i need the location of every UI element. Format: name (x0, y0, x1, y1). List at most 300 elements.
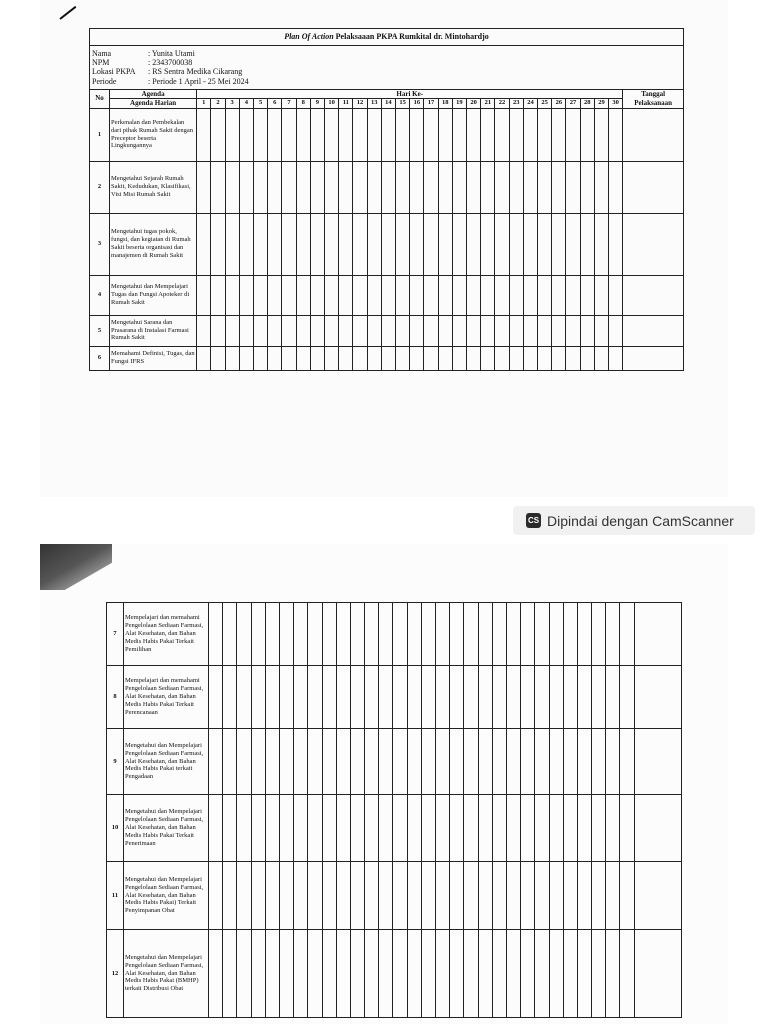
row-number: 4 (90, 275, 110, 315)
day-cell (253, 315, 267, 346)
day-cell (609, 108, 623, 161)
day-cell (436, 729, 450, 795)
day-cell (450, 862, 464, 930)
day-cell (606, 795, 620, 862)
day-cell (509, 108, 523, 161)
day-cell (353, 315, 367, 346)
day-cell (577, 666, 591, 729)
day-cell (521, 862, 535, 930)
tanggal-cell (623, 161, 684, 213)
day-cell (265, 666, 279, 729)
day-cell (566, 315, 580, 346)
day-cell (566, 161, 580, 213)
day-cell (421, 862, 435, 930)
day-cell (350, 862, 364, 930)
day-cell (580, 108, 594, 161)
day-cell (396, 346, 410, 370)
tanggal-cell (634, 795, 681, 862)
day-cell (251, 795, 265, 862)
day-cell (379, 795, 393, 862)
day-cell (381, 108, 395, 161)
day-cell (481, 346, 495, 370)
day-cell (538, 315, 552, 346)
day-cell (563, 729, 577, 795)
info-value-nama: : Yunita Utami (148, 49, 195, 58)
day-cell (538, 108, 552, 161)
day-header-7: 7 (282, 99, 296, 108)
agenda-row (90, 346, 684, 370)
day-cell (211, 161, 225, 213)
day-cell (467, 108, 481, 161)
day-cell (396, 108, 410, 161)
plan-of-action-table (89, 28, 684, 371)
day-cell (424, 108, 438, 161)
day-cell (438, 346, 452, 370)
day-header-10: 10 (325, 99, 339, 108)
row-number: 5 (90, 315, 110, 346)
day-cell (523, 161, 537, 213)
day-cell (464, 795, 478, 862)
day-cell (197, 108, 211, 161)
info-value-periode: : Periode 1 April - 25 Mei 2024 (148, 76, 249, 86)
day-cell (407, 729, 421, 795)
row-number: 8 (107, 666, 124, 729)
day-header-11: 11 (339, 99, 353, 108)
camscanner-label: Dipindai dengan CamScanner (547, 512, 734, 529)
day-cell (438, 108, 452, 161)
day-cell (481, 213, 495, 275)
day-cell (552, 315, 566, 346)
day-cell (197, 346, 211, 370)
day-cell (410, 275, 424, 315)
day-cell (365, 729, 379, 795)
title-italic: Plan Of Action (284, 32, 334, 42)
day-cell (381, 315, 395, 346)
tanggal-cell (623, 315, 684, 346)
day-cell (549, 666, 563, 729)
day-cell (620, 729, 634, 795)
day-header-13: 13 (367, 99, 381, 108)
day-cell (580, 213, 594, 275)
tanggal-cell (634, 930, 681, 1018)
day-cell (336, 795, 350, 862)
agenda-row (90, 213, 684, 275)
day-cell (381, 161, 395, 213)
day-cell (308, 795, 322, 862)
day-cell (478, 729, 492, 795)
day-cell (339, 315, 353, 346)
day-cell (492, 666, 506, 729)
day-cell (296, 161, 310, 213)
day-cell (225, 275, 239, 315)
day-cell (492, 603, 506, 666)
day-cell (237, 729, 251, 795)
day-cell (336, 666, 350, 729)
day-cell (239, 346, 253, 370)
day-cell (506, 666, 520, 729)
day-cell (268, 315, 282, 346)
day-cell (325, 275, 339, 315)
day-cell (563, 795, 577, 862)
day-cell (294, 795, 308, 862)
day-cell (606, 930, 620, 1018)
row-number: 2 (90, 161, 110, 213)
day-cell (620, 666, 634, 729)
day-cell (223, 666, 237, 729)
day-cell (577, 729, 591, 795)
day-cell (209, 930, 223, 1018)
tanggal-cell (623, 213, 684, 275)
day-cell (495, 108, 509, 161)
day-cell (282, 275, 296, 315)
day-cell (450, 795, 464, 862)
tanggal-cell (634, 666, 681, 729)
day-cell (282, 315, 296, 346)
row-number: 7 (107, 603, 124, 666)
day-header-28: 28 (580, 99, 594, 108)
day-cell (350, 603, 364, 666)
day-header-19: 19 (452, 99, 466, 108)
day-cell (566, 275, 580, 315)
day-cell (197, 213, 211, 275)
day-cell (535, 862, 549, 930)
day-header-16: 16 (410, 99, 424, 108)
day-cell (322, 603, 336, 666)
agenda-harian-text: Perkenalan dan Pembekalan dari pihak Rumah Sakit dengan Preceptor beserta Lingkungannya (110, 108, 197, 161)
day-cell (495, 315, 509, 346)
day-cell (365, 795, 379, 862)
day-cell (223, 930, 237, 1018)
day-cell (379, 603, 393, 666)
day-cell (464, 603, 478, 666)
day-cell (495, 213, 509, 275)
header-agenda-harian: Agenda Harian (110, 99, 197, 108)
day-cell (237, 603, 251, 666)
day-cell (294, 930, 308, 1018)
day-cell (566, 213, 580, 275)
agenda-row (107, 603, 682, 666)
day-cell (592, 603, 606, 666)
day-cell (424, 161, 438, 213)
camscanner-watermark (513, 506, 755, 535)
day-cell (421, 666, 435, 729)
day-cell (325, 108, 339, 161)
info-label-periode: Periode (92, 76, 117, 86)
day-header-24: 24 (523, 99, 537, 108)
day-header-4: 4 (239, 99, 253, 108)
day-cell (209, 729, 223, 795)
day-cell (282, 213, 296, 275)
day-cell (322, 930, 336, 1018)
day-cell (279, 666, 293, 729)
day-cell (197, 161, 211, 213)
day-cell (325, 346, 339, 370)
day-cell (223, 862, 237, 930)
day-cell (239, 161, 253, 213)
day-cell (467, 213, 481, 275)
day-cell (509, 213, 523, 275)
agenda-row (90, 275, 684, 315)
agenda-harian-text: Mengetahui tugas pokok, fungsi, dan kegiatan di Rumah Sakit beserta organisasi dan manajemen di Rumah Sakit (110, 213, 197, 275)
day-cell (239, 108, 253, 161)
agenda-harian-text: Mengetahui dan Mempelajari Pengelolaan Sediaan Farmasi, Alat Kesehatan, dan Bahan Medis Habis Pakai terkait Pengadaan (124, 729, 209, 795)
agenda-harian-text: Mengetahui Sejarah Rumah Sakit, Kedudukan, Klasifikasi, Visi Misi Rumah Sakit (110, 161, 197, 213)
day-cell (566, 346, 580, 370)
day-cell (620, 795, 634, 862)
day-cell (549, 930, 563, 1018)
day-cell (424, 346, 438, 370)
day-cell (478, 930, 492, 1018)
agenda-harian-text: Mengetahui dan Mempelajari Pengelolaan Sediaan Farmasi, Alat Kesehatan, dan Bahan Medis Habis Pakai) Terkait Penyimpanan Obat (124, 862, 209, 930)
agenda-harian-text: Mengetahui dan Mempelajari Pengelolaan Sediaan Farmasi, Alat Kesehatan, dan Bahan Medis Habis Pakai Terkait Penerimaan (124, 795, 209, 862)
day-cell (353, 346, 367, 370)
header-hari-ke: Hari Ke- (197, 89, 623, 98)
camscanner-logo-icon: CS (526, 513, 541, 528)
agenda-harian-text: Mempelajari dan memahami Pengelolaan Sediaan Farmasi, Alat Kesehatan, dan Bahan Medis Habis Pakai Terkait Perencanaan (124, 666, 209, 729)
day-cell (393, 795, 407, 862)
day-cell (365, 666, 379, 729)
day-cell (223, 603, 237, 666)
day-cell (478, 862, 492, 930)
day-cell (336, 862, 350, 930)
day-cell (577, 795, 591, 862)
day-cell (552, 161, 566, 213)
day-cell (211, 108, 225, 161)
day-cell (322, 795, 336, 862)
day-cell (478, 603, 492, 666)
day-cell (265, 729, 279, 795)
day-cell (265, 862, 279, 930)
day-cell (592, 666, 606, 729)
day-cell (509, 275, 523, 315)
day-cell (410, 315, 424, 346)
day-header-22: 22 (495, 99, 509, 108)
day-cell (336, 603, 350, 666)
day-cell (478, 795, 492, 862)
day-cell (296, 108, 310, 161)
info-label-lokasi: Lokasi PKPA (92, 67, 136, 77)
day-cell (436, 862, 450, 930)
day-cell (396, 213, 410, 275)
day-cell (308, 666, 322, 729)
agenda-row (107, 795, 682, 862)
day-cell (467, 346, 481, 370)
day-cell (265, 930, 279, 1018)
day-cell (367, 213, 381, 275)
day-cell (393, 930, 407, 1018)
day-cell (492, 795, 506, 862)
day-cell (580, 161, 594, 213)
day-cell (251, 603, 265, 666)
day-cell (606, 666, 620, 729)
day-cell (322, 666, 336, 729)
info-value-lokasi: : RS Sentra Medika Cikarang (148, 67, 243, 77)
day-cell (481, 315, 495, 346)
day-cell (521, 666, 535, 729)
tanggal-cell (634, 603, 681, 666)
day-cell (594, 275, 608, 315)
day-cell (438, 161, 452, 213)
day-cell (393, 729, 407, 795)
day-cell (506, 729, 520, 795)
row-number: 12 (107, 930, 124, 1018)
agenda-harian-text: Mengetahui dan Mempelajari Tugas dan Fungsi Apoteker di Rumah Sakit (110, 275, 197, 315)
day-cell (464, 862, 478, 930)
day-cell (239, 315, 253, 346)
day-cell (535, 666, 549, 729)
day-header-25: 25 (538, 99, 552, 108)
day-cell (535, 729, 549, 795)
day-cell (594, 108, 608, 161)
day-cell (580, 315, 594, 346)
day-cell (407, 603, 421, 666)
day-cell (282, 108, 296, 161)
agenda-row (107, 930, 682, 1018)
day-cell (268, 346, 282, 370)
day-cell (367, 275, 381, 315)
day-cell (509, 161, 523, 213)
day-cell (322, 729, 336, 795)
day-cell (209, 603, 223, 666)
day-cell (237, 666, 251, 729)
day-header-26: 26 (552, 99, 566, 108)
day-cell (268, 275, 282, 315)
day-cell (350, 666, 364, 729)
day-header-6: 6 (268, 99, 282, 108)
tanggal-cell (623, 275, 684, 315)
day-cell (563, 666, 577, 729)
day-cell (467, 315, 481, 346)
day-cell (552, 108, 566, 161)
day-cell (594, 161, 608, 213)
day-cell (421, 930, 435, 1018)
day-cell (396, 315, 410, 346)
day-cell (594, 213, 608, 275)
agenda-harian-text: Mengetahui Sarana dan Prasarana di Instalasi Farmasi Rumah Sakit (110, 315, 197, 346)
day-cell (552, 213, 566, 275)
day-cell (407, 795, 421, 862)
day-cell (279, 930, 293, 1018)
tanggal-cell (634, 862, 681, 930)
day-cell (495, 275, 509, 315)
day-cell (450, 729, 464, 795)
day-cell (421, 795, 435, 862)
day-cell (436, 666, 450, 729)
day-cell (209, 666, 223, 729)
day-cell (563, 930, 577, 1018)
day-cell (237, 795, 251, 862)
header-no: No (90, 89, 110, 108)
day-cell (549, 729, 563, 795)
day-cell (279, 862, 293, 930)
day-cell (251, 930, 265, 1018)
day-cell (251, 862, 265, 930)
day-cell (521, 729, 535, 795)
day-cell (592, 795, 606, 862)
day-cell (620, 930, 634, 1018)
day-cell (481, 108, 495, 161)
day-cell (253, 346, 267, 370)
agenda-row (107, 729, 682, 795)
day-cell (523, 213, 537, 275)
day-cell (381, 346, 395, 370)
row-number: 3 (90, 213, 110, 275)
day-cell (379, 666, 393, 729)
day-cell (310, 213, 324, 275)
day-cell (592, 862, 606, 930)
day-cell (436, 930, 450, 1018)
day-cell (521, 930, 535, 1018)
day-cell (523, 346, 537, 370)
day-cell (577, 603, 591, 666)
day-cell (239, 275, 253, 315)
day-cell (407, 666, 421, 729)
day-cell (452, 315, 466, 346)
agenda-harian-text: Mempelajari dan memahami Pengelolaan Sediaan Farmasi, Alat Kesehatan, dan Bahan Medis Habis Pakai Terkait Pemilihan (124, 603, 209, 666)
day-cell (563, 862, 577, 930)
day-cell (549, 862, 563, 930)
day-cell (239, 213, 253, 275)
day-cell (580, 346, 594, 370)
day-cell (379, 930, 393, 1018)
agenda-harian-text: Memahami Definisi, Tugas, dan Fungsi IFRS (110, 346, 197, 370)
day-header-20: 20 (467, 99, 481, 108)
day-cell (538, 346, 552, 370)
day-cell (609, 275, 623, 315)
day-cell (566, 108, 580, 161)
day-cell (279, 603, 293, 666)
day-cell (393, 862, 407, 930)
day-cell (282, 161, 296, 213)
day-cell (521, 795, 535, 862)
day-cell (365, 603, 379, 666)
day-cell (265, 603, 279, 666)
day-cell (506, 930, 520, 1018)
day-cell (268, 108, 282, 161)
day-header-17: 17 (424, 99, 438, 108)
day-cell (538, 213, 552, 275)
agenda-row (90, 315, 684, 346)
day-cell (492, 930, 506, 1018)
day-header-1: 1 (197, 99, 211, 108)
day-cell (436, 795, 450, 862)
day-cell (379, 729, 393, 795)
agenda-row (90, 161, 684, 213)
day-cell (211, 275, 225, 315)
day-cell (492, 862, 506, 930)
day-cell (592, 729, 606, 795)
day-cell (268, 213, 282, 275)
agenda-row (107, 666, 682, 729)
day-cell (452, 161, 466, 213)
day-cell (620, 862, 634, 930)
info-label-nama: Nama (92, 49, 112, 58)
day-header-23: 23 (509, 99, 523, 108)
day-cell (350, 795, 364, 862)
day-cell (225, 161, 239, 213)
day-cell (620, 603, 634, 666)
day-cell (251, 729, 265, 795)
day-cell (310, 315, 324, 346)
plan-of-action-table-continued (106, 602, 682, 1018)
day-header-27: 27 (566, 99, 580, 108)
info-label-npm: NPM (92, 58, 110, 68)
day-cell (350, 729, 364, 795)
day-cell (450, 666, 464, 729)
day-header-21: 21 (481, 99, 495, 108)
day-cell (381, 275, 395, 315)
day-cell (609, 161, 623, 213)
